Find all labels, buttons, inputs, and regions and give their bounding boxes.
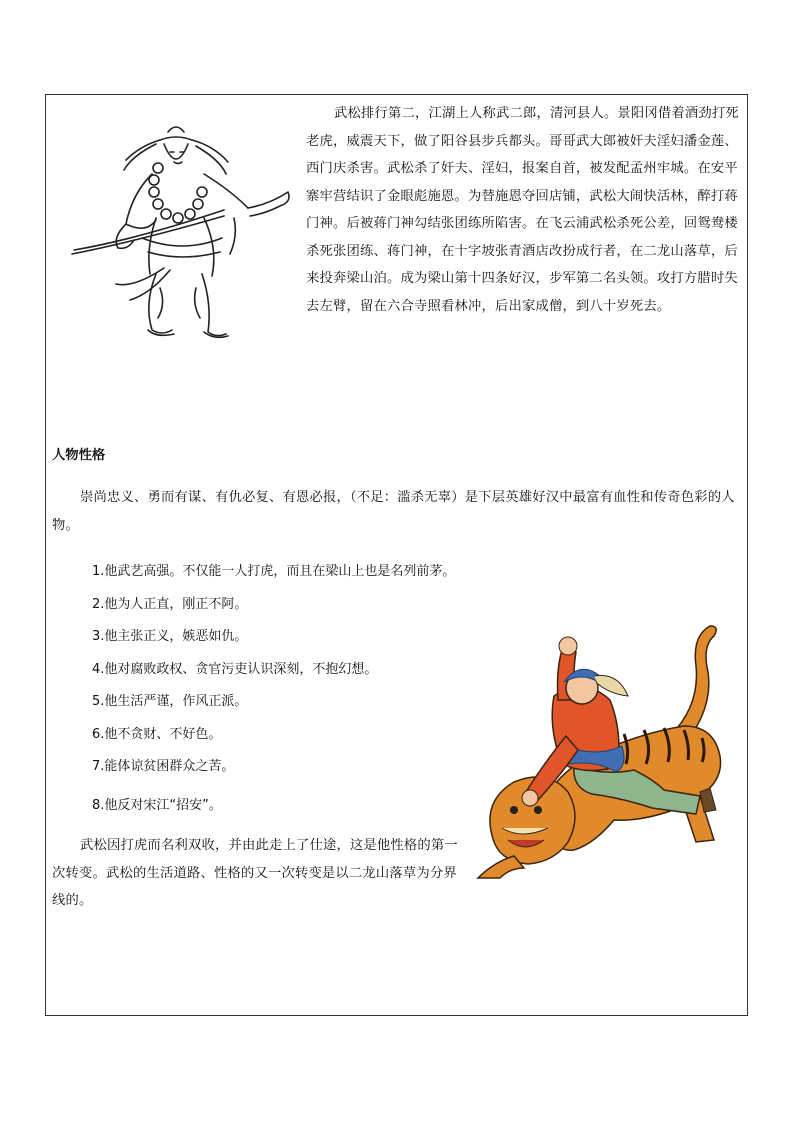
summary-text: 崇尚忠义、勇而有谋、有仇必复、有恩必报，（不足：滥杀无辜）是下层英雄好汉中最富有血性和传奇色彩的人物。 xyxy=(52,490,735,533)
list-item: 4.他对腐败政权、贪官污吏认识深刻，不抱幻想。 xyxy=(92,661,378,677)
intro-paragraph xyxy=(52,100,742,362)
section-heading: 人物性格 xyxy=(52,448,106,463)
list-item: 6.他不贪财、不好色。 xyxy=(92,726,222,742)
intro-text: 武松排行第二，江湖上人称武二郎，清河县人。景阳冈借着酒劲打死老虎，威震天下，做了阳谷县步兵都头。哥哥武大郎被奸夫淫妇潘金莲、西门庆杀害。武松杀了奸夫、淫妇，报案自首，被发配孟州牢城。在安平寨牢营结识了金眼彪施恩。为替施恩夺回店铺，武松大闹快活林，醉打蒋门神。后被蒋门神勾结张团练所陷害。在飞云浦武松杀死公差，回鸳鸯楼杀死张团练、蒋门神，在十字坡张青酒店改扮成行者，在二龙山落草，后来投奔梁山泊。成为梁山第十四条好汉，步军第二名头领。攻打方腊时失去左臂，留在六合寺照看林冲，后出家成僧，到八十岁死去。 xyxy=(306,106,739,314)
list-item: 8.他反对宋江“招安”。 xyxy=(92,797,222,813)
trait-list xyxy=(92,556,455,822)
list-item: 2.他为人正直，刚正不阿。 xyxy=(92,596,248,612)
tiger-rider-illustration xyxy=(474,616,736,884)
list-item: 7.能体谅贫困群众之苦。 xyxy=(92,759,235,774)
turning-point-paragraph xyxy=(52,832,462,915)
list-item: 1.他武艺高强。不仅能一人打虎，而且在梁山上也是名列前茅。 xyxy=(92,564,456,579)
list-item: 3.他主张正义，嫉恶如仇。 xyxy=(92,629,248,644)
turning-point-text: 武松因打虎而名利双收，并由此走上了仕途，这是他性格的第一次转变。武松的生活道路、性格的又一次转变是以二龙山落草为分界线的。 xyxy=(52,838,458,908)
list-item: 5.他生活严谨，作风正派。 xyxy=(92,694,248,709)
personality-summary xyxy=(52,484,742,539)
